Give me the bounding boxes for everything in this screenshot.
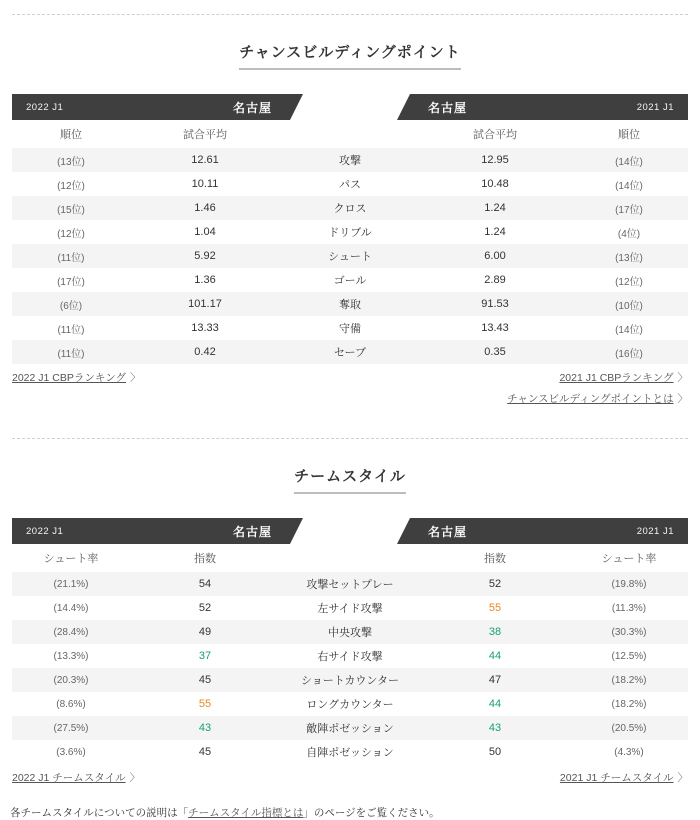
- link-2022-cbp-ranking-label: 2022 J1 CBPランキング: [12, 372, 127, 384]
- section-cbp-extra-link-wrap: [12, 391, 688, 406]
- row-left-value: 101.17: [188, 298, 222, 310]
- row-left-rank: (11位): [57, 252, 85, 264]
- row-label: ショートカウンター: [300, 675, 399, 687]
- row-left-rank: (12位): [57, 228, 85, 240]
- row-label: 左サイド攻撃: [317, 603, 383, 615]
- section-title-cbp-text: チャンスビルディングポイント: [239, 41, 461, 70]
- row-right-rank: (16位): [615, 348, 643, 360]
- row-left-value: 13.33: [191, 322, 219, 334]
- row-right-rank: (12位): [615, 276, 643, 288]
- table-row: [12, 172, 688, 196]
- table-row: [12, 692, 688, 716]
- link-cbp-about[interactable]: [507, 393, 688, 405]
- link-team-style-about[interactable]: チームスタイル指標とは: [188, 807, 304, 819]
- table-row: [12, 220, 688, 244]
- row-right-shoot-rate: (12.5%): [611, 650, 647, 662]
- header-left-team: 名古屋: [232, 524, 272, 539]
- row-left-rank: (11位): [57, 348, 85, 360]
- section-team-style-headers: [12, 518, 688, 544]
- row-right-index: 55: [488, 602, 502, 614]
- row-left-rank: (6位): [59, 300, 83, 312]
- link-2021-cbp-ranking-label: 2021 J1 CBPランキング: [559, 372, 674, 384]
- row-left-value: 1.36: [194, 274, 216, 286]
- column-headers-team-style: [12, 544, 688, 572]
- table-row: [12, 644, 688, 668]
- row-right-rank: (14位): [615, 324, 643, 336]
- row-right-rank: (14位): [615, 156, 643, 168]
- row-left-value: 1.46: [194, 202, 216, 214]
- row-left-index: 52: [198, 602, 212, 614]
- table-row: [12, 668, 688, 692]
- row-left-shoot-rate: (3.6%): [56, 746, 86, 758]
- row-label: 攻撃セットプレー: [306, 579, 394, 591]
- row-right-rank: (10位): [615, 300, 643, 312]
- section-team-style: [0, 439, 700, 791]
- header-gap: [290, 518, 410, 544]
- table-row: [12, 716, 688, 740]
- link-cbp-about-label: チャンスビルディングポイントとは: [507, 393, 674, 405]
- row-right-index: 38: [488, 626, 502, 638]
- row-label: 敵陣ポゼッション: [306, 723, 394, 735]
- header-left-season: 2022 J1: [26, 525, 64, 537]
- row-left-index: 55: [198, 698, 212, 710]
- row-left-index: 49: [198, 626, 212, 638]
- footer-note-after: 」のページをご覧ください。: [303, 807, 440, 819]
- row-right-value: 2.89: [484, 274, 506, 286]
- row-right-rank: (4位): [617, 228, 641, 240]
- section-title-cbp: [0, 15, 700, 76]
- section-cbp-headers: [12, 94, 688, 120]
- table-row: [12, 572, 688, 596]
- col-head-left-shoot-rate: シュート率: [43, 553, 99, 565]
- header-right-season: 2021 J1: [636, 525, 674, 537]
- col-head-right-shoot-rate: シュート率: [601, 553, 657, 565]
- row-left-value: 0.42: [194, 346, 216, 358]
- table-row: [12, 268, 688, 292]
- row-left-rank: (13位): [57, 156, 85, 168]
- row-label: パス: [339, 179, 361, 191]
- table-row: [12, 196, 688, 220]
- row-left-shoot-rate: (14.4%): [53, 602, 89, 614]
- row-right-index: 47: [488, 674, 502, 686]
- header-left-team: 名古屋: [232, 100, 272, 115]
- row-left-rank: (15位): [57, 204, 85, 216]
- row-left-value: 12.61: [191, 154, 219, 166]
- row-left-shoot-rate: (27.5%): [53, 722, 89, 734]
- row-label: ドリブル: [328, 227, 372, 239]
- header-right-2021: [410, 94, 688, 120]
- row-left-index: 43: [198, 722, 212, 734]
- row-right-value: 10.48: [481, 178, 509, 190]
- row-left-value: 10.11: [191, 178, 219, 190]
- row-right-value: 0.35: [484, 346, 506, 358]
- row-left-rank: (11位): [57, 324, 85, 336]
- row-label: クロス: [333, 203, 367, 215]
- header-right-2021-style: [410, 518, 688, 544]
- row-right-shoot-rate: (11.3%): [611, 602, 647, 614]
- header-left-season: 2022 J1: [26, 101, 64, 113]
- row-right-value: 91.53: [481, 298, 509, 310]
- row-label: ロングカウンター: [306, 699, 394, 711]
- row-right-value: 1.24: [484, 226, 506, 238]
- row-right-value: 6.00: [484, 250, 506, 262]
- row-left-shoot-rate: (28.4%): [53, 626, 89, 638]
- row-right-index: 52: [488, 578, 502, 590]
- row-left-shoot-rate: (13.3%): [53, 650, 89, 662]
- link-2021-team-style-label: 2021 J1 チームスタイル: [559, 772, 674, 784]
- table-row: [12, 596, 688, 620]
- section-title-team-style-text: チームスタイル: [294, 465, 406, 494]
- row-right-shoot-rate: (18.2%): [611, 698, 647, 710]
- row-right-shoot-rate: (19.8%): [611, 578, 647, 590]
- row-right-shoot-rate: (18.2%): [611, 674, 647, 686]
- link-2022-cbp-ranking[interactable]: [12, 370, 141, 385]
- link-2021-team-style[interactable]: [560, 770, 688, 785]
- row-left-index: 54: [198, 578, 212, 590]
- header-left-2022: [12, 94, 290, 120]
- table-row: [12, 244, 688, 268]
- row-label: 中央攻撃: [328, 627, 372, 639]
- chevron-right-icon: 〉: [677, 393, 688, 405]
- row-left-shoot-rate: (20.3%): [53, 674, 89, 686]
- section-gap: [0, 412, 700, 438]
- table-row: [12, 148, 688, 172]
- section-cbp-links: [12, 370, 688, 385]
- row-left-value: 1.04: [194, 226, 216, 238]
- col-head-left-index: 指数: [194, 553, 216, 565]
- header-gap: [290, 94, 410, 120]
- row-right-shoot-rate: (20.5%): [611, 722, 647, 734]
- row-left-index: 45: [198, 674, 212, 686]
- table-row: [12, 340, 688, 364]
- row-label: 自陣ポゼッション: [306, 747, 394, 759]
- row-label: シュート: [328, 251, 372, 263]
- table-row: [12, 740, 688, 764]
- row-label: 奪取: [339, 299, 361, 311]
- footer-note: [6, 805, 696, 820]
- row-left-index: 37: [198, 650, 212, 662]
- top-spacer: [0, 0, 700, 14]
- chevron-right-icon: 〉: [677, 372, 688, 384]
- row-left-value: 5.92: [194, 250, 216, 262]
- row-right-value: 1.24: [484, 202, 506, 214]
- row-left-rank: (17位): [57, 276, 85, 288]
- section-cbp: [0, 15, 700, 412]
- column-headers-cbp: [12, 120, 688, 148]
- row-right-rank: (17位): [615, 204, 643, 216]
- header-right-team: 名古屋: [428, 100, 468, 115]
- col-head-right-rank: 順位: [618, 129, 640, 141]
- row-right-value: 13.43: [481, 322, 509, 334]
- col-head-left-value: 試合平均: [183, 129, 227, 141]
- link-2021-cbp-ranking[interactable]: [559, 370, 688, 385]
- header-right-season: 2021 J1: [636, 101, 674, 113]
- section-team-style-links: [12, 770, 688, 785]
- row-label: 右サイド攻撃: [317, 651, 383, 663]
- row-label: 守備: [339, 323, 361, 335]
- chevron-right-icon: 〉: [130, 372, 141, 384]
- row-right-shoot-rate: (4.3%): [614, 746, 644, 758]
- row-left-rank: (12位): [57, 180, 85, 192]
- link-2022-team-style-label: 2022 J1 チームスタイル: [12, 772, 126, 784]
- footer-note-before: 各チームスタイルについての説明は「: [10, 807, 189, 819]
- row-right-shoot-rate: (30.3%): [611, 626, 647, 638]
- row-right-index: 44: [488, 698, 502, 710]
- row-right-rank: (14位): [615, 180, 643, 192]
- col-head-left-rank: 順位: [60, 129, 82, 141]
- section-title-team-style: [0, 439, 700, 500]
- header-right-team: 名古屋: [428, 524, 468, 539]
- row-right-rank: (13位): [615, 252, 643, 264]
- row-label: セーブ: [333, 347, 366, 359]
- col-head-right-index: 指数: [484, 553, 506, 565]
- header-left-2022-style: [12, 518, 290, 544]
- row-left-shoot-rate: (21.1%): [53, 578, 89, 590]
- row-right-index: 43: [488, 722, 502, 734]
- row-left-index: 45: [198, 746, 212, 758]
- table-row: [12, 292, 688, 316]
- row-label: ゴール: [333, 275, 367, 287]
- row-right-index: 50: [488, 746, 502, 758]
- row-right-index: 44: [488, 650, 502, 662]
- row-label: 攻撃: [339, 155, 361, 167]
- table-row: [12, 316, 688, 340]
- col-head-right-value: 試合平均: [473, 129, 517, 141]
- row-left-shoot-rate: (8.6%): [56, 698, 86, 710]
- chevron-right-icon: 〉: [129, 772, 141, 784]
- chevron-right-icon: 〉: [677, 772, 688, 784]
- row-right-value: 12.95: [481, 154, 509, 166]
- link-2022-team-style[interactable]: [12, 770, 140, 785]
- table-row: [12, 620, 688, 644]
